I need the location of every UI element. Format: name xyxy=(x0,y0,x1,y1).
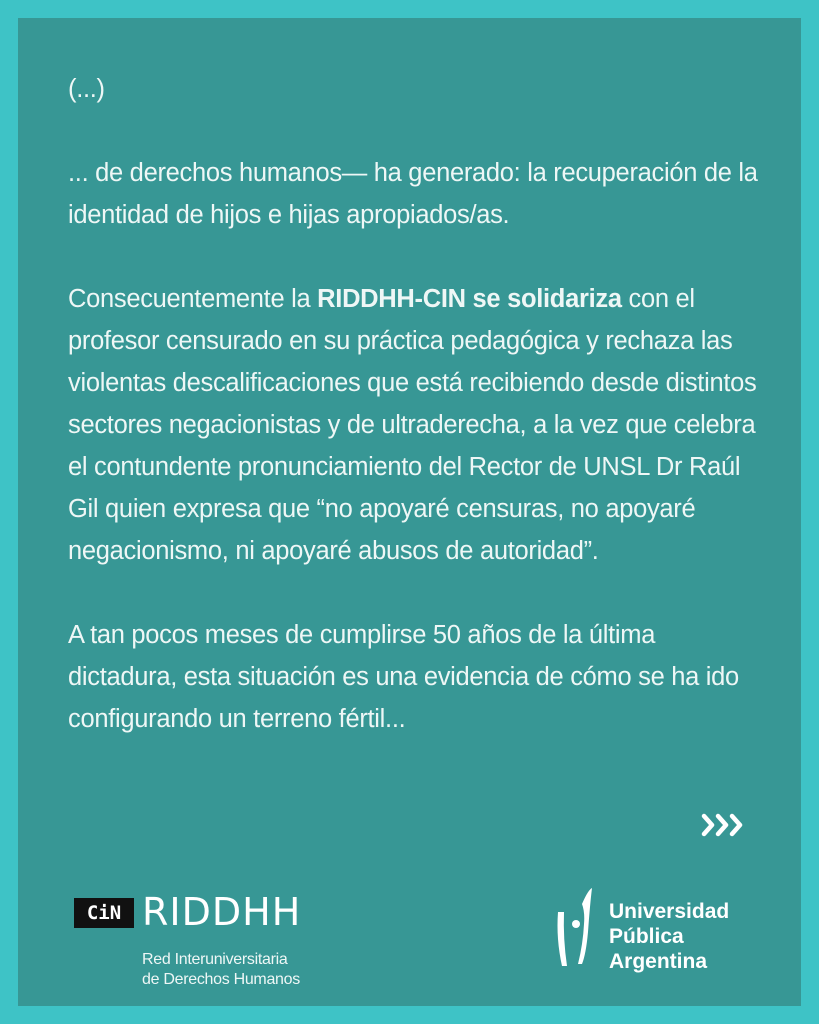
paragraph-3: A tan pocos meses de cumplirse 50 años de la última dictadura, esta situación es una evidencia de cómo se ha ido configurando un terreno fértil... xyxy=(68,621,739,733)
paragraph-2 xyxy=(68,278,768,572)
upa-mark-icon xyxy=(552,884,598,974)
paragraph-2-end: con el profesor censurado en su práctica pedagógica y rechaza las violentas descalificaciones que está recibiendo desde distintos sectores negacionistas y de ultraderecha, a la vez que celebra el contundente pronunciamiento del Rector de UNSL Dr Raúl Gil quien expresa que “no apoyaré censuras, no apoyaré negacionismo, ni apoyaré abusos de autoridad”. xyxy=(68,285,757,565)
triple-chevron-right-icon[interactable] xyxy=(700,810,748,840)
riddhh-cin-logo xyxy=(74,890,334,988)
upa-line-2: Pública xyxy=(609,925,684,948)
riddhh-subtitle-line2: de Derechos Humanos xyxy=(142,971,300,988)
post-text xyxy=(68,68,768,782)
upa-line-3: Argentina xyxy=(609,950,708,973)
cin-badge: CiN xyxy=(74,898,134,928)
paragraph-2-start: Consecuentemente la xyxy=(68,285,318,313)
ellipsis-line: (...) xyxy=(68,75,105,103)
post-card xyxy=(18,18,801,1006)
riddhh-wordmark: RIDDHH xyxy=(142,890,302,934)
paragraph-1: ... de derechos humanos— ha generado: la recuperación de la identidad de hijos e hijas apropiados/as. xyxy=(68,159,758,229)
upa-line-1: Universidad xyxy=(609,900,730,923)
riddhh-subtitle-line1: Red Interuniversitaria xyxy=(142,951,288,968)
paragraph-2-bold: RIDDHH-CIN se solidariza xyxy=(317,285,622,313)
universidad-publica-argentina-logo xyxy=(552,884,762,994)
upa-wordmark xyxy=(609,899,729,974)
riddhh-subtitle xyxy=(142,950,342,990)
